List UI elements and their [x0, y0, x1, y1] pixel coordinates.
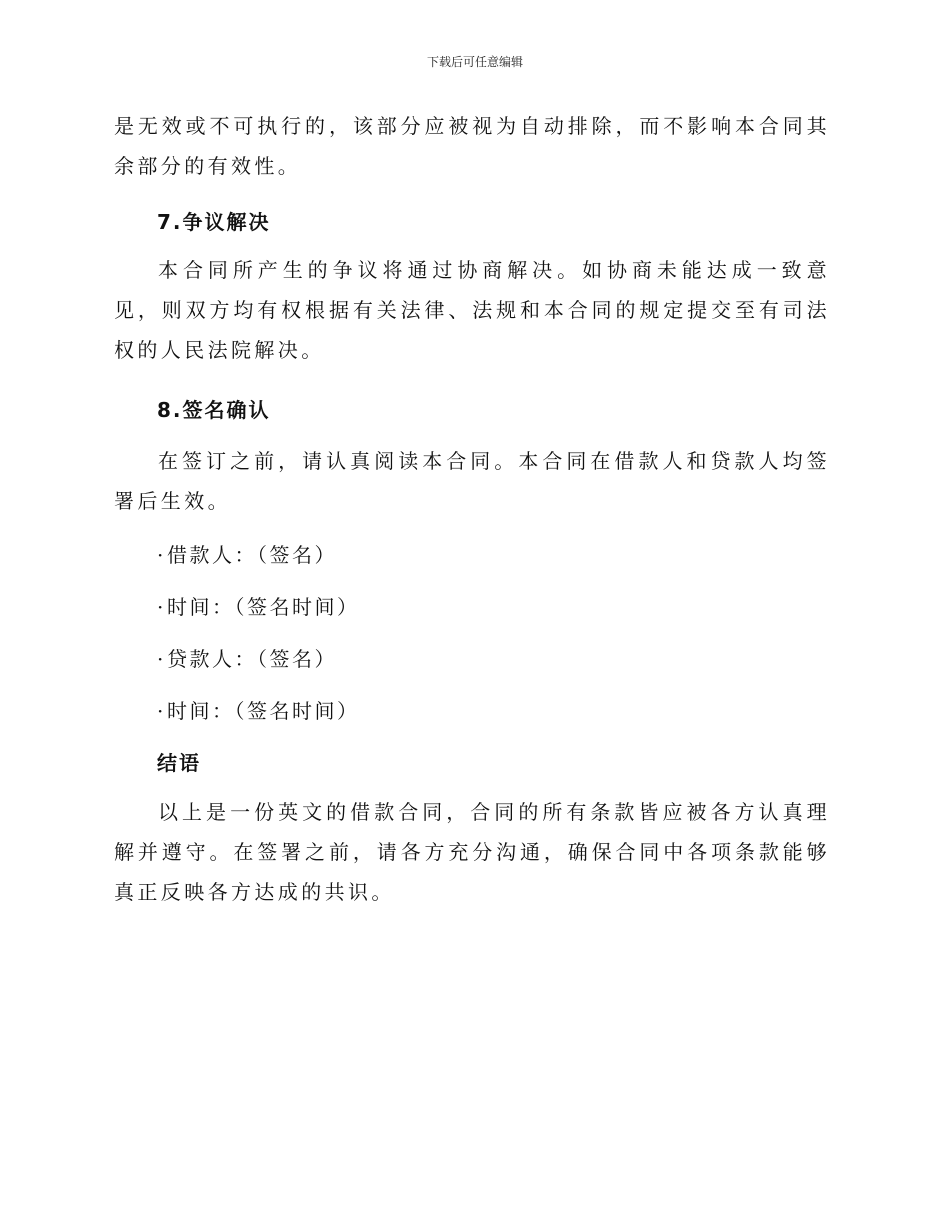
signature-item-lender-time	[157, 697, 360, 725]
signature-item-label: 时间：（签名时间）	[167, 699, 360, 723]
signature-paragraph: 在签订之前，请认真阅读本合同。本合同在借款人和贷款人均签署后生效。	[114, 449, 830, 513]
signature-item-borrower	[157, 541, 337, 569]
continuation-paragraph: 是无效或不可执行的，该部分应被视为自动排除，而不影响本合同其余部分的有效性。	[114, 114, 830, 178]
page-header: 下载后可任意编辑	[426, 55, 523, 69]
bullet-dot-icon: ·	[157, 595, 166, 619]
signature-item-label: 借款人：（签名）	[167, 543, 337, 567]
bullet-dot-icon: ·	[157, 699, 166, 723]
section-heading-signature: 8.签名确认	[157, 398, 271, 422]
signature-item-label: 贷款人：（签名）	[167, 647, 337, 671]
bullet-dot-icon: ·	[157, 647, 166, 671]
signature-item-borrower-time	[157, 593, 360, 621]
section-heading-conclusion: 结语	[157, 751, 201, 775]
signature-item-lender	[157, 645, 337, 673]
section-heading-dispute: 7.争议解决	[157, 210, 271, 234]
conclusion-paragraph: 以上是一份英文的借款合同，合同的所有条款皆应被各方认真理解并遵守。在签署之前，请各方充分沟通，确保合同中各项条款能够真正反映各方达成的共识。	[114, 800, 830, 904]
signature-item-label: 时间：（签名时间）	[167, 595, 360, 619]
bullet-dot-icon: ·	[157, 543, 166, 567]
dispute-paragraph: 本合同所产生的争议将通过协商解决。如协商未能达成一致意见，则双方均有权根据有关法律、法规和本合同的规定提交至有司法权的人民法院解决。	[114, 258, 830, 362]
